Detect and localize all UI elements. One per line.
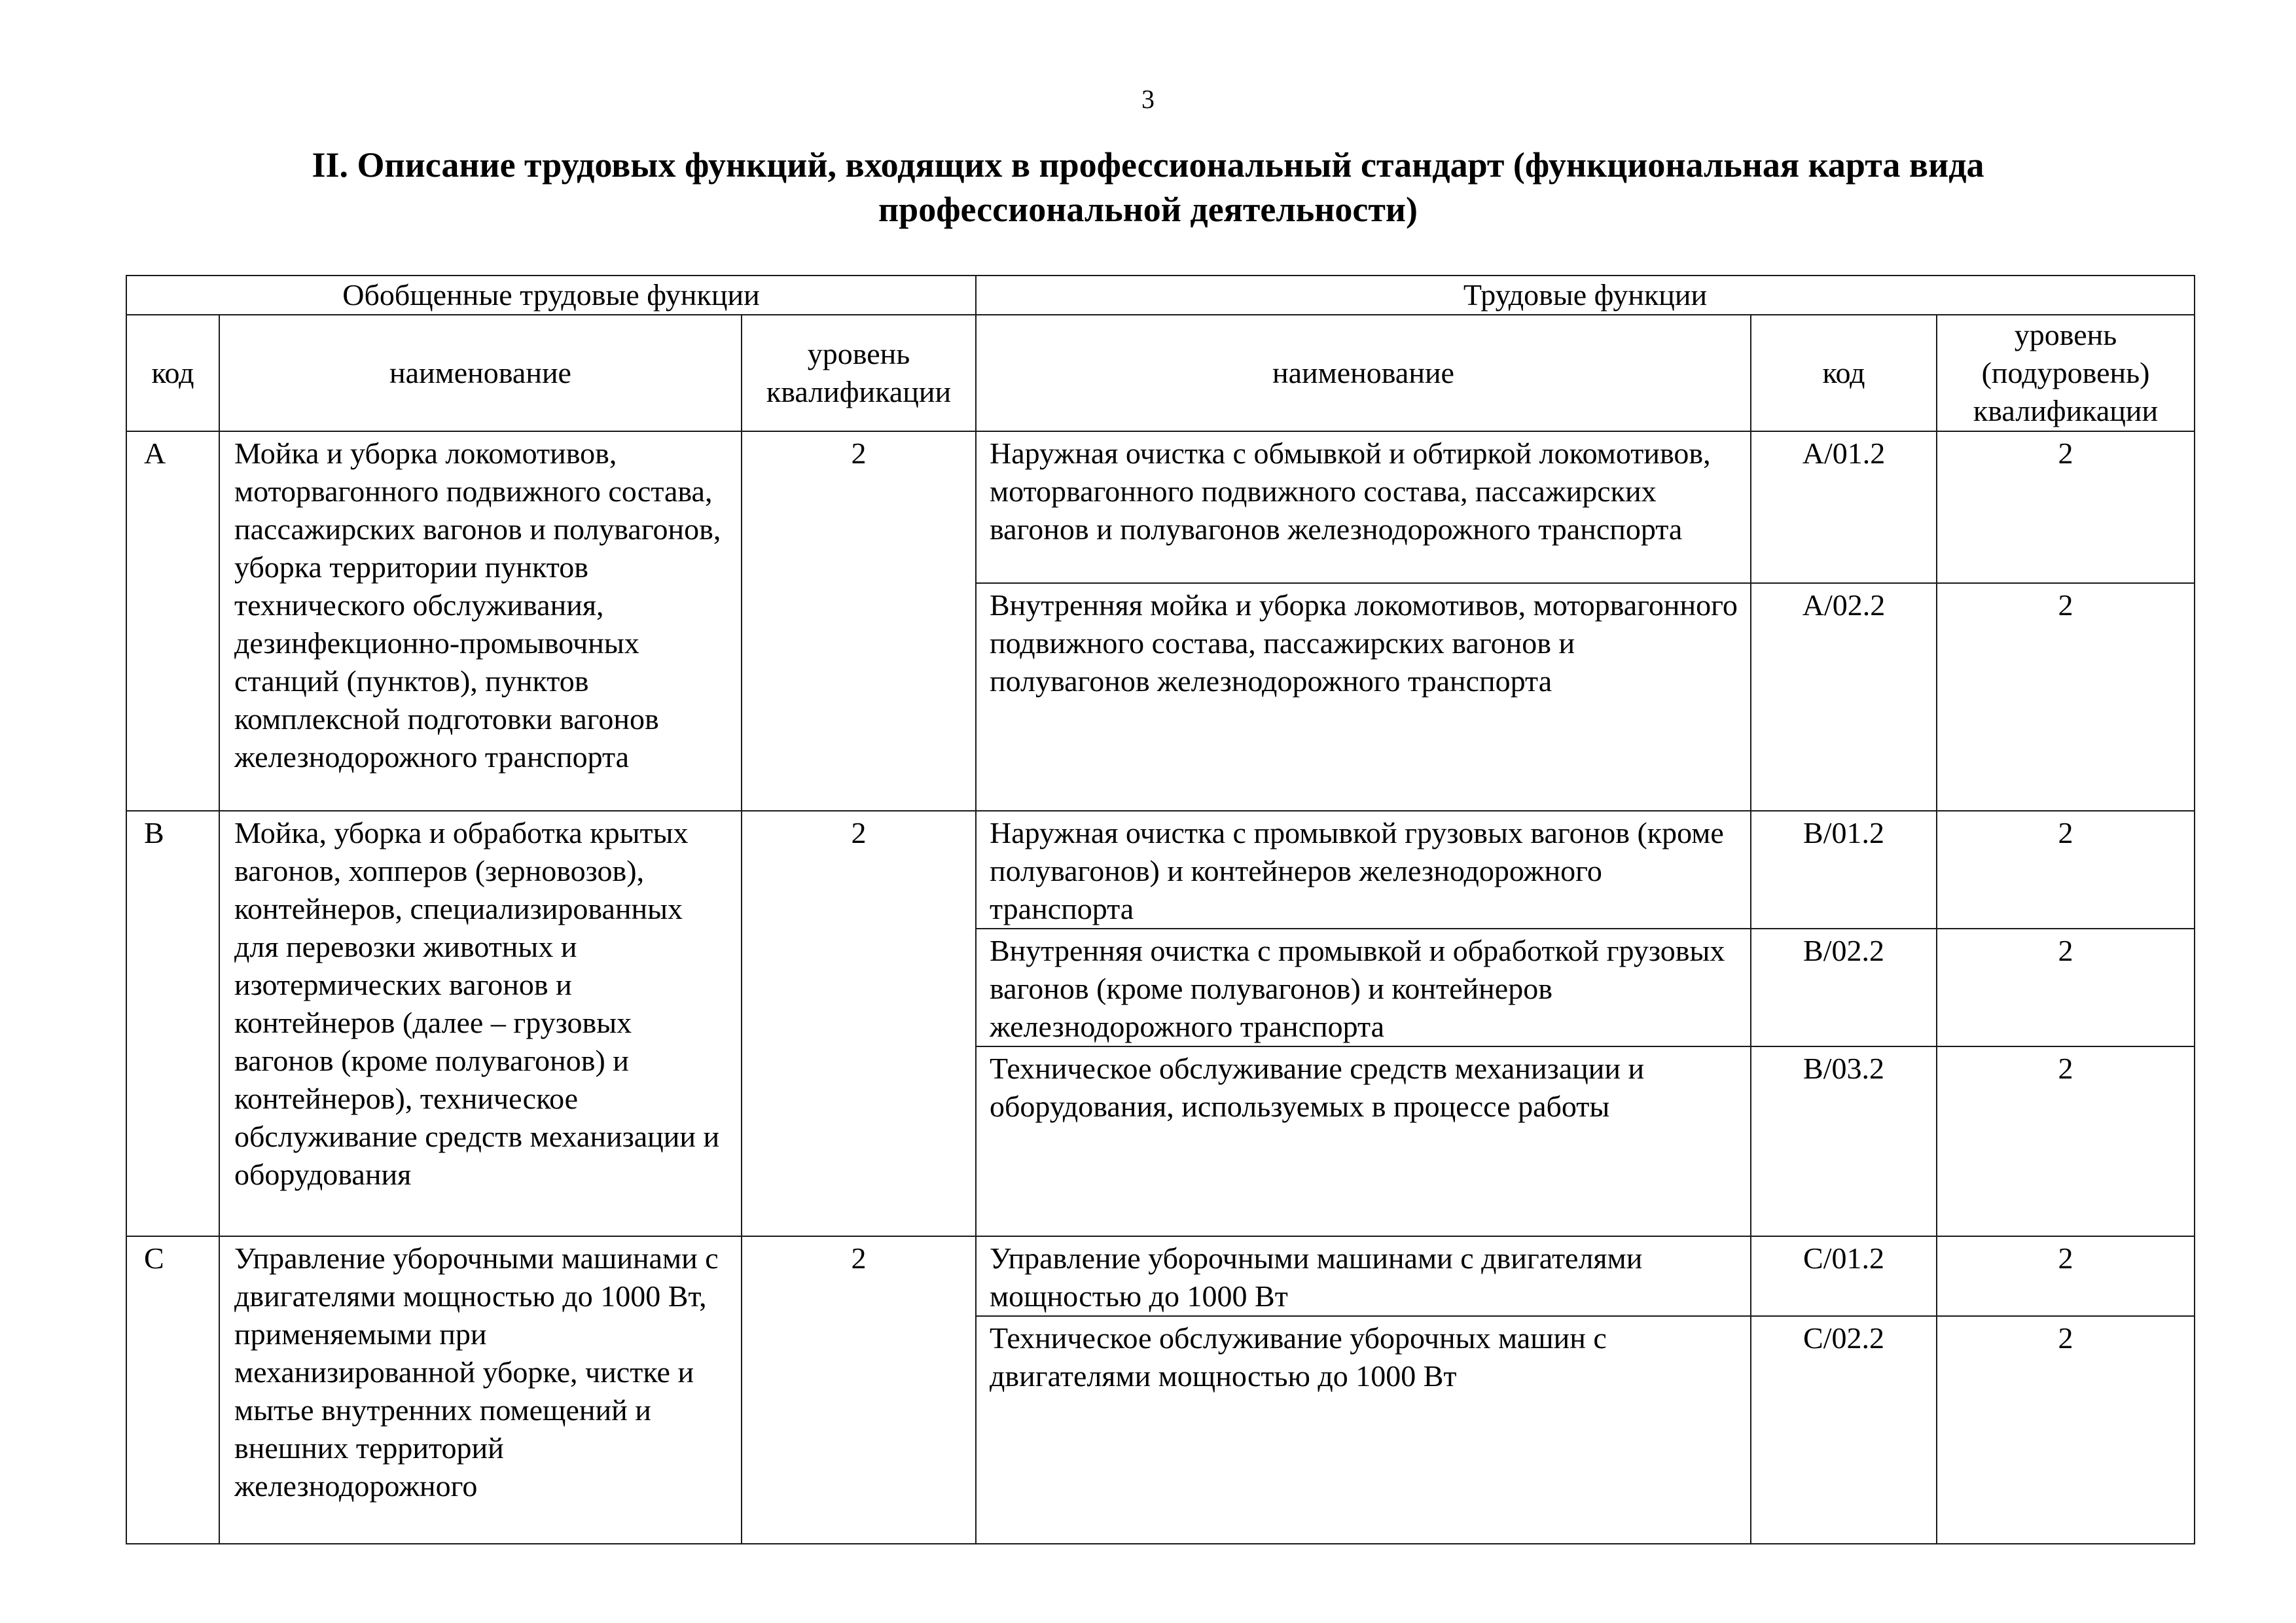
column-header-row [126, 315, 2195, 431]
tf-name-cell: Техническое обслуживание средств механизации и оборудования, используемых в процессе работы [976, 1046, 1751, 1236]
tf-code-cell: B/03.2 [1751, 1046, 1937, 1236]
header-tf-level: уровень (подуровень) квалификации [1937, 315, 2195, 431]
page-number: 3 [1141, 84, 1155, 114]
tf-level-cell: 2 [1937, 1046, 2195, 1236]
tf-level-cell: 2 [1937, 1316, 2195, 1544]
tf-code-cell: A/01.2 [1751, 431, 1937, 583]
tf-name-cell: Наружная очистка с обмывкой и обтиркой локомотивов, моторвагонного подвижного состава, пассажирских вагонов и полувагонов железнодорожного транспорта [976, 431, 1751, 583]
group-header-row [126, 276, 2195, 315]
gf-code-cell: A [126, 431, 219, 811]
tf-name-cell: Техническое обслуживание уборочных машин с двигателями мощностью до 1000 Вт [976, 1316, 1751, 1544]
tf-name-cell: Внутренняя очистка с промывкой и обработкой грузовых вагонов (кроме полувагонов) и контейнеров железнодорожного транспорта [976, 929, 1751, 1046]
header-tf-code: код [1751, 315, 1937, 431]
table-row [126, 811, 2195, 929]
gf-level-cell: 2 [742, 811, 976, 1236]
gf-level-cell: 2 [742, 431, 976, 811]
gf-level-cell: 2 [742, 1236, 976, 1544]
gf-name-cell: Мойка и уборка локомотивов, моторвагонного подвижного состава, пассажирских вагонов и полувагонов, уборка территории пунктов технического обслуживания, дезинфекционно-промывочных станций (пунктов), пунктов комплексной подготовки вагонов железнодорожного транспорта [219, 431, 742, 811]
tf-level-cell: 2 [1937, 431, 2195, 583]
header-gf-code: код [126, 315, 219, 431]
tf-code-cell: B/01.2 [1751, 811, 1937, 929]
gf-name-cell: Управление уборочными машинами с двигателями мощностью до 1000 Вт, применяемыми при механизированной уборке, чистке и мытье внутренних помещений и внешних территорий железнодорожного [219, 1236, 742, 1544]
header-generalized-functions: Обобщенные трудовые функции [126, 276, 976, 315]
gf-code-cell: C [126, 1236, 219, 1544]
header-labor-functions: Трудовые функции [976, 276, 2195, 315]
header-gf-level: уровень квалификации [742, 315, 976, 431]
table-row [126, 1236, 2195, 1316]
header-tf-name: наименование [976, 315, 1751, 431]
header-gf-name: наименование [219, 315, 742, 431]
tf-level-cell: 2 [1937, 929, 2195, 1046]
gf-name-cell: Мойка, уборка и обработка крытых вагонов, хопперов (зерновозов), контейнеров, специализированных для перевозки животных и изотермических вагонов и контейнеров (далее – грузовых вагонов (кроме полувагонов) и контейнеров), техническое обслуживание средств механизации и оборудования [219, 811, 742, 1236]
table-row [126, 431, 2195, 583]
tf-level-cell: 2 [1937, 811, 2195, 929]
tf-code-cell: A/02.2 [1751, 583, 1937, 811]
tf-code-cell: C/02.2 [1751, 1316, 1937, 1544]
gf-code-cell: B [126, 811, 219, 1236]
tf-code-cell: C/01.2 [1751, 1236, 1937, 1316]
tf-level-cell: 2 [1937, 583, 2195, 811]
tf-name-cell: Наружная очистка с промывкой грузовых вагонов (кроме полувагонов) и контейнеров железнодорожного транспорта [976, 811, 1751, 929]
page-title: II. Описание трудовых функций, входящих в профессиональный стандарт (функциональная карта вида профессиональной деятельности) [312, 145, 1984, 229]
tf-code-cell: B/02.2 [1751, 929, 1937, 1046]
tf-name-cell: Внутренняя мойка и уборка локомотивов, моторвагонного подвижного состава, пассажирских вагонов и полувагонов железнодорожного транспорта [976, 583, 1751, 811]
tf-level-cell: 2 [1937, 1236, 2195, 1316]
tf-name-cell: Управление уборочными машинами с двигателями мощностью до 1000 Вт [976, 1236, 1751, 1316]
functional-map-table [126, 275, 2195, 1544]
